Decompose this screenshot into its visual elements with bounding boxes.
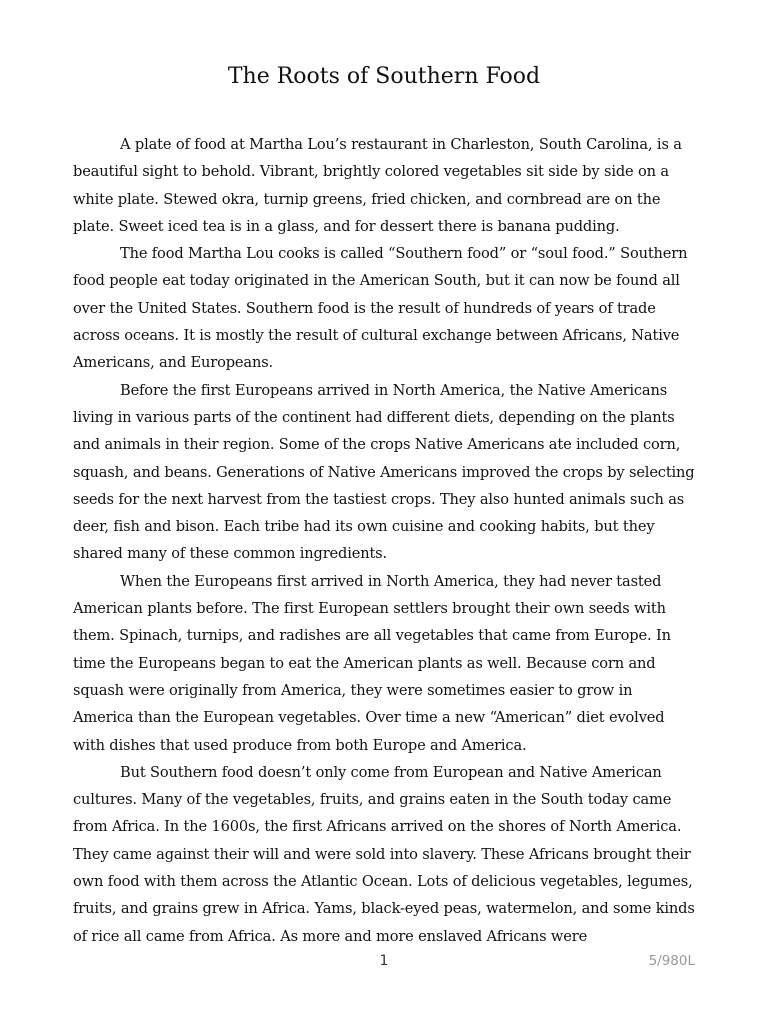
paragraph: When the Europeans first arrived in North America, they had never tasted American plants before. The first European settlers brought their own seeds with them. Spinach, turnips, and radishes are all vegetables that came from Europe. In time the Europeans began to eat the American plants as well. Because corn and squash were originally from America, they were sometimes easier to grow in America than the European vegetables. Over time a new “American” diet evolved with dishes that used produce from both Europe and America. [73, 572, 671, 754]
paragraph: A plate of food at Martha Lou’s restaurant in Charleston, South Carolina, is a beautiful sight to behold. Vibrant, brightly colored vegetables sit side by side on a white plate. Stewed okra, turnip greens, fried chicken, and cornbread are on the plate. Sweet iced tea is in a glass, and for dessert there is banana pudding. [73, 136, 682, 235]
paragraph: But Southern food doesn’t only come from European and Native American cultures. Many of the vegetables, fruits, and grains eaten in the South today came from Africa. In the 1600s, the first Africans arrived on the shores of North America. They came against their will and were sold into slavery. These Africans brought their own food with them across the Atlantic Ocean. Lots of delicious vegetables, legumes, fruits, and grains grew in Africa. Yams, black-eyed peas, watermelon, and some kinds of rice all came from Africa. As more and more enslaved Africans were [73, 763, 695, 945]
document-title: The Roots of Southern Food [227, 64, 541, 89]
page-number: 1 [379, 953, 389, 969]
document-body [73, 131, 695, 950]
paragraph: Before the first Europeans arrived in North America, the Native Americans living in various parts of the continent had different diets, depending on the plants and animals in their region. Some of the crops Native Americans ate included corn, squash, and beans. Generations of Native Americans improved the crops by selecting seeds for the next harvest from the tastiest crops. They also hunted animals such as deer, fish and bison. Each tribe had its own cuisine and cooking habits, but they shared many of these common ingredients. [73, 381, 695, 563]
paragraph: The food Martha Lou cooks is called “Southern food” or “soul food.” Southern food people eat today originated in the American South, but it can now be found all over the United States. Southern food is the result of hundreds of years of trade across oceans. It is mostly the result of cultural exchange between Africans, Native Americans, and Europeans. [73, 245, 688, 372]
lexile-level: 5/980L [648, 953, 695, 969]
